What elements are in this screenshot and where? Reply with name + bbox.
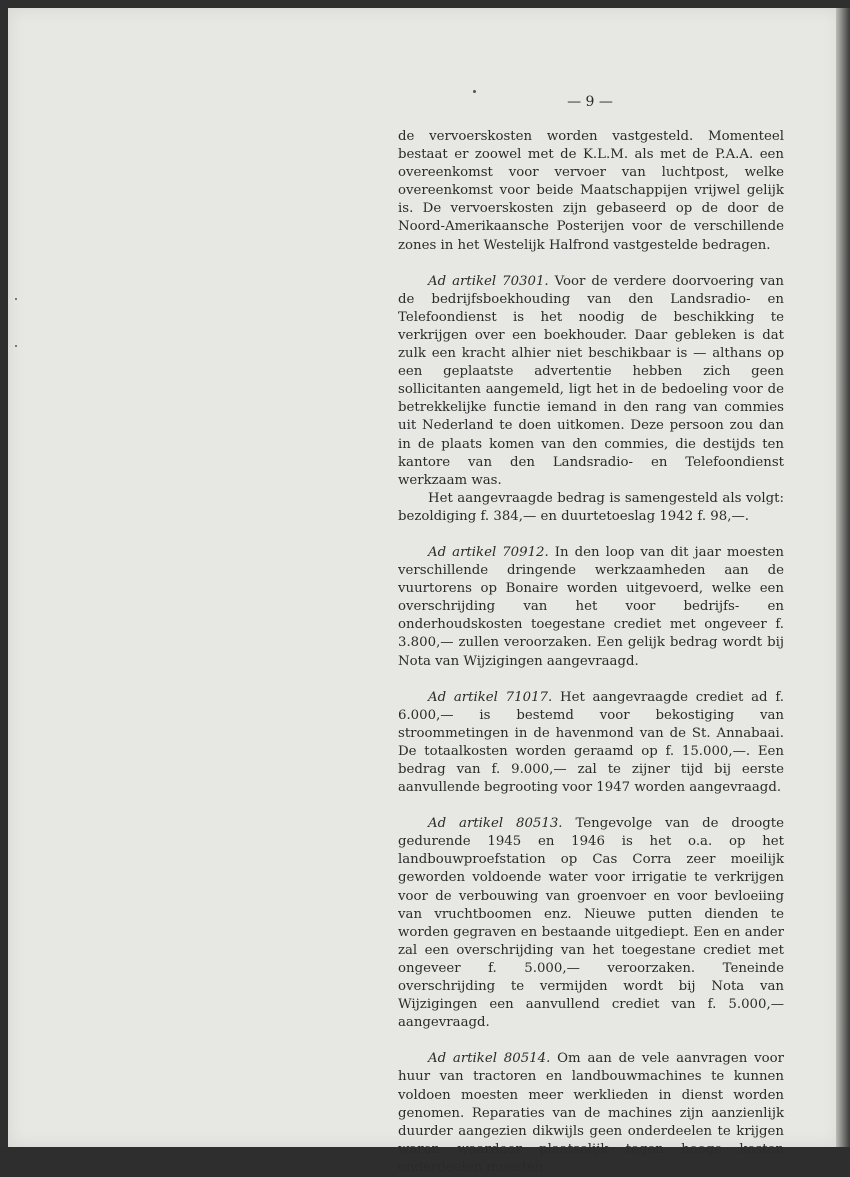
paragraph-text: de vervoerskosten worden vastgesteld. Momenteel bestaat er zoowel met de K.L.M. als met de P.A.A. een overeenkomst voor vervoer van luchtpost, welke overeenkomst voor beide Maatschappijen vrijwel gelijk is. De vervoerskosten zijn gebaseerd op de door de Noord-Amerikaansche Posterijen voor de verschillende zones in het Westelijk Halfrond vastgestelde bedragen. — [398, 129, 784, 253]
paragraph-text: In den loop van dit jaar moesten verschillende dringende werkzaamheden aan de vuurtorens op Bonaire worden uitgevoerd, welke een overschrijding van het voor bedrijfs- en onderhoudskosten toegestane crediet met ongeveer f. 3.800,— zullen veroorzaken. Een gelijk bedrag wordt bij Nota van Wijzigingen aangevraagd. — [398, 544, 784, 669]
paragraph-text: Voor de verdere doorvoering van de bedrijfsboekhouding van den Landsradio- en Telefoondienst is het noodig de beschikking te verkrijgen over een boekhouder. Daar gebleken is dat zulk een kracht alhier niet beschikbaar is — althans op een geplaatste advertentie hebben zich geen sollicitanten aangemeld, ligt het in de bedoeling voor de betrekkelijke functie iemand in den rang van commies uit Nederland te doen uitkomen. Deze persoon zou dan in de plaats komen van den commies, die destijds ten kantore van den Landsradio- en Telefoondienst werkzaam was. — [398, 273, 784, 488]
paragraph — [398, 490, 784, 526]
scan-speck — [15, 345, 17, 347]
page-number: — 9 — — [567, 94, 613, 110]
paragraph — [398, 128, 784, 255]
scan-speck — [15, 298, 17, 300]
paragraph — [398, 815, 784, 1032]
article-heading: Ad artikel 70912. — [428, 544, 549, 560]
article-heading: Ad artikel 70301. — [428, 273, 549, 289]
paragraph-text: Het aangevraagde crediet ad f. 6.000,— is bestemd voor bekostiging van stroommetingen in de havenmond van de St. Annabaai. De totaalkosten worden geraamd op f. 15.000,—. Een bedrag van f. 9.000,— zal te zijner tijd bij eerste aanvullende begrooting voor 1947 worden aangevraagd. — [398, 689, 784, 796]
scan-speck — [473, 90, 476, 93]
paragraph — [398, 544, 784, 671]
article-heading: Ad artikel 80514. — [428, 1051, 551, 1067]
page-edge-shadow — [836, 8, 850, 1147]
paragraph-text: Tengevolge van de droogte gedurende 1945 en 1946 is het o.a. op het landbouwproefstation op Cas Corra zeer moeilijk geworden voldoende water voor irrigatie te verkrijgen voor de verbouwing van groenvoer en voor bevloeiing van vruchtboomen enz. Nieuwe putten dienden te worden gegraven en bestaande uitgediept. Een en ander zal een overschrijding van het toegestane crediet met ongeveer f. 5.000,— veroorzaken. Teneinde overschrijding te vermijden wordt bij Nota van Wijzigingen een aanvullend crediet van f. 5.000,— aangevraagd. — [398, 816, 785, 1031]
body-text — [398, 128, 784, 1177]
paragraph-text: Om aan de vele aanvragen voor huur van tractoren en landbouwmachines te kunnen voldoen moesten meer werklieden in dienst worden genomen. Reparaties van de machines zijn aanzienlijk duurder aangezien dikwijls geen onderdeelen te krijgen waren waardoor plaatselijk tegen hooge kosten onderdeelen moesten — [398, 1051, 784, 1175]
paragraph — [398, 1050, 784, 1177]
article-heading: Ad artikel 80513. — [428, 816, 563, 832]
article-heading: Ad artikel 71017. — [428, 689, 553, 705]
paragraph-text: Het aangevraagde bedrag is samengesteld als volgt: bezoldiging f. 384,— en duurtetoeslag 1942 f. 98,—. — [398, 490, 784, 524]
paragraph — [398, 689, 784, 798]
paragraph — [398, 273, 784, 490]
